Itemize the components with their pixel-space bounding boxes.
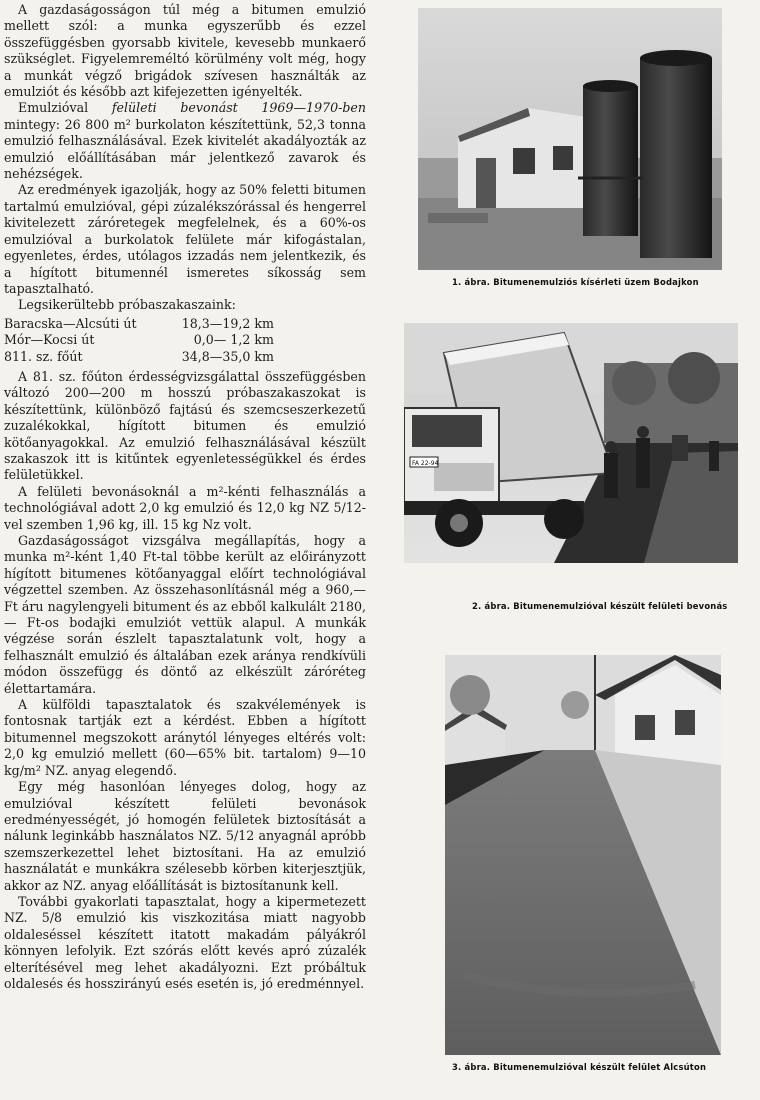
paragraph-consumption: A felületi bevonásoknál a m²-kénti felhasználás a technológiával adott 2,0 kg emulzió és 12,0 kg NZ 5/12-vel szemben 1,96 kg, ill. 15 kg Nz volt.: [4, 483, 366, 532]
figure-3-photo: [445, 655, 721, 1055]
paragraph-cost: Gazdaságosságot vizsgálva megállapítás, hogy a munka m²-ként 1,40 Ft-tal többe került az előirányzott hígított bitumenes kötőanyaggal előírt technológiával végzettel szemben. Az összehasonlításnál még a 960,— Ft áru nagylengyeli bitument és az ebből kalkulált 2180,— Ft-os bodajki emulziót vettük alapul. A munkák végzése során észlelt tapasztalatunk volt, hogy a felhasznált emulzió és általában ezek aránya rendkívüli módon összefügg és döntő az elkészült záróréteg élettartamára.: [4, 533, 366, 696]
figure-3-caption: 3. ábra. Bitumenemulzióval készült felület Alcsúton: [452, 1062, 707, 1072]
paragraph-economy: A gazdaságosságon túl még a bitumen emulzió mellett szól: a munka egyszerűbb és ezzel összefüggésben gyorsabb kivitele, kevesebb munkaerő szükséglet. Figyelemreméltó körülmény volt még, hogy a munkát végző brigádok szívesen használták az emulziót és később azt kifejezetten igényelték.: [4, 2, 366, 100]
test-section-row: 811. sz. főút 34,8—35,0 km: [4, 348, 274, 364]
figure-2-caption: 2. ábra. Bitumenemulzióval készült felületi bevonás: [472, 601, 728, 611]
paragraph-results: Az eredmények igazolják, hogy az 50% feletti bitumen tartalmú emulzióval, gépi zúzalékszórással és hengerrel kivitelezett záróretegek megfelelnek, és a 60%-os emulzióval a burkolatok felülete már kifogástalan, egyenletes, érdes, utólagos izzadás nem jelentkezik, és a hígított bitumennél ismeretes síkosság sem tapasztalható.: [4, 182, 366, 296]
paragraph-viscosity: További gyakorlati tapasztalat, hogy a kipermetezett NZ. 5/8 emulzió kis viszkozitása miatt nagyobb oldaleséssel készített itatott makadám pályákról könnyen lefolyik. Ezt szórás előtt kevés apró zúzalék elterítésével meg lehet akadályozni. Ezt próbáltuk oldalesés és hosszirányú esés esetén is, jó eredménnyel.: [4, 893, 366, 991]
truck-plate: FA 22-94: [412, 460, 439, 467]
paragraph-foreign-experience: A külföldi tapasztalatok és szakvélemények is fontosnak tartják ezt a kérdést. Ebben a hígított bitumennel megszokott aránytól lényeges eltérés volt: 2,0 kg emulzió mellett (60—65% bit. tartalom) 9—10 kg/m² NZ. anyag elegendő.: [4, 697, 366, 778]
paragraph-surface-coating: Emulzióval felületi bevonást 1969—1970-ben mintegy: 26 800 m² burkolaton készítettünk, 52,3 tonna emulzió felhasználásával. Ezek kivitelét akadályozták az emulzió előállításában már jelentkező zavarok és nehézségek.: [4, 100, 366, 182]
sections-title: Legsikerültebb próbaszakaszaink:: [18, 297, 236, 313]
test-section-row: Mór—Kocsi út 0,0— 1,2 km: [4, 332, 274, 348]
paragraph-aggregate: Egy még hasonlóan lényeges dolog, hogy az emulzióval készített felületi bevonások eredményességét, jó homogén felületek biztosítását a nálunk leginkább használatos NZ. 5/12 anyagnál apróbb szemszerkezettel lehet biztosítani. Ha az emulzió használatát e munkákra szélesebb körben kiterjesztjük, akkor az NZ. anyag előállítását is biztosítanunk kell.: [4, 779, 366, 893]
emulsion-plant-image: [418, 8, 722, 270]
test-section-row: Baracska—Alcsúti út 18,3—19,2 km: [4, 315, 274, 331]
paragraph-route-81: A 81. sz. főúton érdességvizsgálattal összefüggésben változó 200—200 m hosszú próbaszakaszokat is készítettünk, különböző fajtású és szemcseszerkezetű zuzalékokkal, hígított bitumen és emulzió kötőanyagokkal. Az emulzió felhasználásával készült szakaszok itt is kitűntek egyenletességükkel és érdes felületükkel.: [4, 368, 366, 483]
figure-1-caption: 1. ábra. Bitumenemulziós kísérleti üzem Bodajkon: [452, 277, 699, 287]
figure-2-photo: [404, 323, 738, 563]
finished-road-image: [445, 655, 721, 1055]
article-text-column: [4, 2, 366, 992]
test-sections-list: [4, 316, 366, 365]
figure-1-photo: [418, 8, 722, 270]
truck-spreading-image: [404, 323, 738, 563]
